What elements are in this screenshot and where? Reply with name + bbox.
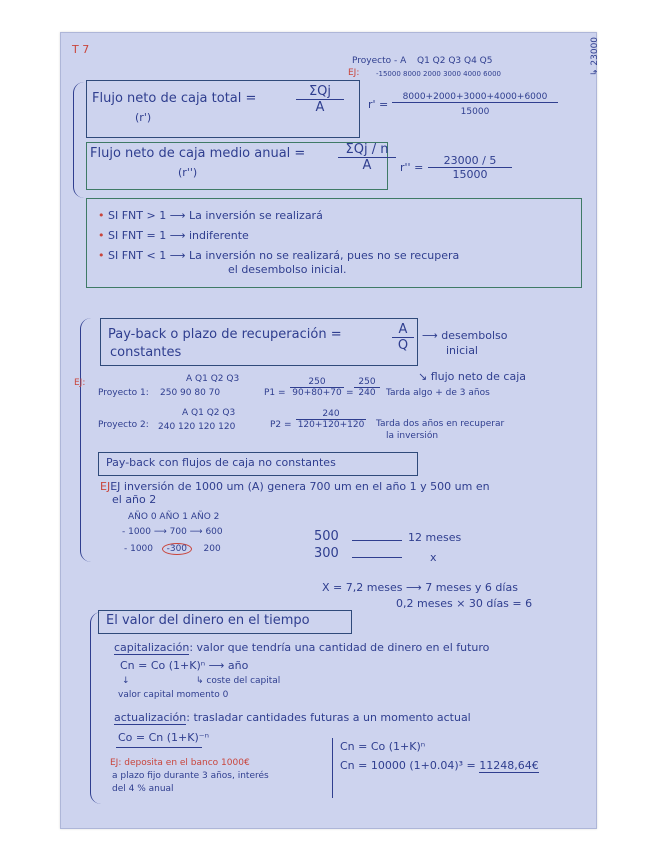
noconst-ej-text: EJ inversión de 1000 um (A) genera 700 um en el año 1 y 500 um en (110, 480, 490, 493)
r1-label: r' = (368, 98, 389, 111)
cash-row-2-a: - 1000 (124, 544, 154, 554)
cap-text: : valor que tendría una cantidad de dinero en el futuro (189, 641, 490, 654)
ej-label-2: EJ: (74, 378, 86, 388)
fnt-den: A (315, 100, 325, 115)
payback-label-2: constantes (110, 345, 182, 360)
p2-note-2: la inversión (386, 431, 439, 441)
r2-label: r'' = (400, 161, 424, 174)
payback-num: A (392, 322, 414, 338)
cond-3-text: SI FNT < 1 ⟶ La inversión no se realizará, pues no se recupera (108, 249, 460, 262)
p2-note: Tarda dos años en recuperar (376, 419, 505, 429)
rule-1-a: 500 (314, 529, 339, 544)
calc-result: 11248,64€ (479, 759, 539, 772)
noconst-ej: EJEJ inversión de 1000 um (A) genera 700 um en el año 1 y 500 um en (100, 480, 490, 493)
proyecto-label: Proyecto - A (352, 56, 407, 66)
page-tag: T 7 (72, 43, 90, 56)
desembolso-label: ⟶ desembolso (422, 329, 508, 342)
cond-2: • SI FNT = 1 ⟶ indiferente (98, 229, 249, 242)
act-formula: Co = Cn (1+K)⁻ⁿ (118, 731, 209, 744)
fnt-num: ΣQj (296, 84, 344, 100)
noconst-title: Pay-back con flujos de caja no constantes (106, 456, 336, 469)
p2-den: 120+120+120 (297, 420, 365, 430)
x-result-2: 0,2 meses × 30 días = 6 (396, 597, 533, 610)
brace-section2 (80, 318, 91, 562)
medio-num: ΣQj / n (338, 142, 396, 158)
fnt-label: Flujo neto de caja total = (92, 91, 257, 106)
r1-den: 15000 (460, 107, 490, 117)
fnt-fraction (296, 84, 344, 115)
p1-den: 90+80+70 (292, 388, 342, 398)
valor-dinero-title: El valor del dinero en el tiempo (106, 613, 310, 628)
medio-den: A (362, 158, 372, 173)
cap-coste: ↳ coste del capital (196, 676, 281, 686)
medio-fraction (338, 142, 396, 173)
cap-valor: valor capital momento 0 (118, 690, 229, 700)
x-result: X = 7,2 meses ⟶ 7 meses y 6 días (322, 581, 518, 594)
calc-1: Cn = Co (1+K)ⁿ (340, 740, 426, 753)
p1-num-2: 250 (354, 377, 380, 388)
act-line (114, 712, 471, 725)
desembolso-label-2: inicial (446, 344, 478, 357)
r2-num: 23000 / 5 (428, 154, 512, 168)
ej-deposit-1: EJ: deposita en el banco 1000€ (110, 758, 250, 768)
p1-heads: A Q1 Q2 Q3 (186, 374, 240, 384)
ej-deposit-3: del 4 % anual (112, 784, 174, 794)
r1-fraction (392, 92, 558, 117)
medio-sub: (r'') (178, 166, 198, 179)
rule-2-a: 300 (314, 546, 339, 561)
r1-num: 8000+2000+3000+4000+6000 (392, 92, 558, 103)
p1-num: 250 (290, 377, 344, 388)
medio-label: Flujo neto de caja medio anual = (90, 146, 306, 161)
p1-formula: P1 = (264, 388, 286, 398)
brace-section1 (73, 82, 84, 198)
p1-note: Tarda algo + de 3 años (386, 388, 490, 398)
cond-3-cont: el desembolso inicial. (228, 263, 347, 276)
brace-section3 (90, 612, 101, 804)
p1-den-2: 240 (358, 388, 376, 398)
rule-2-b: x (430, 551, 437, 564)
act-text: : trasladar cantidades futuras a un momento actual (186, 711, 471, 724)
calc-divider (332, 738, 333, 798)
fnt-sub: (r') (135, 111, 152, 124)
payback-fraction (392, 322, 414, 353)
act-label: actualización (114, 711, 187, 724)
p1-values: 250 90 80 70 (160, 388, 221, 398)
cash-row-2-c: 200 (203, 544, 221, 554)
rule-1-b: 12 meses (408, 531, 462, 544)
act-underline (116, 747, 202, 748)
p2-num: 240 (296, 409, 366, 420)
ej-label: EJ: (348, 68, 360, 78)
p1-label: Proyecto 1: (98, 388, 149, 398)
proyecto-heads: Q1 Q2 Q3 Q4 Q5 (417, 56, 493, 66)
cond-3: • SI FNT < 1 ⟶ La inversión no se realizará, pues no se recupera (98, 249, 460, 262)
flujo-neto-label: ↘ flujo neto de caja (418, 370, 527, 383)
cap-formula: Cn = Co (1+K)ⁿ ⟶ año (120, 659, 249, 672)
calc-2-text: Cn = 10000 (1+0.04)³ = (340, 759, 476, 772)
total-side: ↳ 23000 (590, 36, 600, 76)
payback-label: Pay-back o plazo de recuperación = (108, 327, 342, 342)
payback-den: Q (397, 338, 409, 353)
cap-arrow: ↓ (122, 676, 130, 686)
p2-formula: P2 = (270, 420, 292, 430)
ej-deposit-2: a plazo fijo durante 3 años, interés (112, 771, 269, 781)
cond-2-text: SI FNT = 1 ⟶ indiferente (108, 229, 249, 242)
cond-1: • SI FNT > 1 ⟶ La inversión se realizará (98, 209, 323, 222)
p2-heads: A Q1 Q2 Q3 (182, 408, 236, 418)
p2-label: Proyecto 2: (98, 420, 149, 430)
noconst-ej-2: el año 2 (112, 493, 157, 506)
r2-fraction (428, 154, 512, 181)
cap-line (114, 642, 489, 655)
p1-fraction (290, 377, 344, 398)
calc-2 (340, 760, 539, 773)
p2-values: 240 120 120 120 (158, 422, 236, 432)
cash-row-2-circled: -300 (162, 543, 192, 555)
cap-label: capitalización (114, 641, 190, 654)
p1-fraction-2 (354, 377, 380, 398)
p2-fraction (296, 409, 366, 430)
years-header: AÑO 0 AÑO 1 AÑO 2 (128, 512, 220, 522)
p1-eq: = (346, 388, 354, 398)
proyecto-values: -15000 8000 2000 3000 4000 6000 (376, 70, 501, 78)
r2-den: 15000 (452, 168, 488, 181)
rule-1-line (352, 540, 402, 541)
cond-1-text: SI FNT > 1 ⟶ La inversión se realizará (108, 209, 323, 222)
rule-2-line (352, 557, 402, 558)
cash-row-2 (124, 543, 221, 555)
cash-row-1: - 1000 ⟶ 700 ⟶ 600 (122, 527, 223, 537)
